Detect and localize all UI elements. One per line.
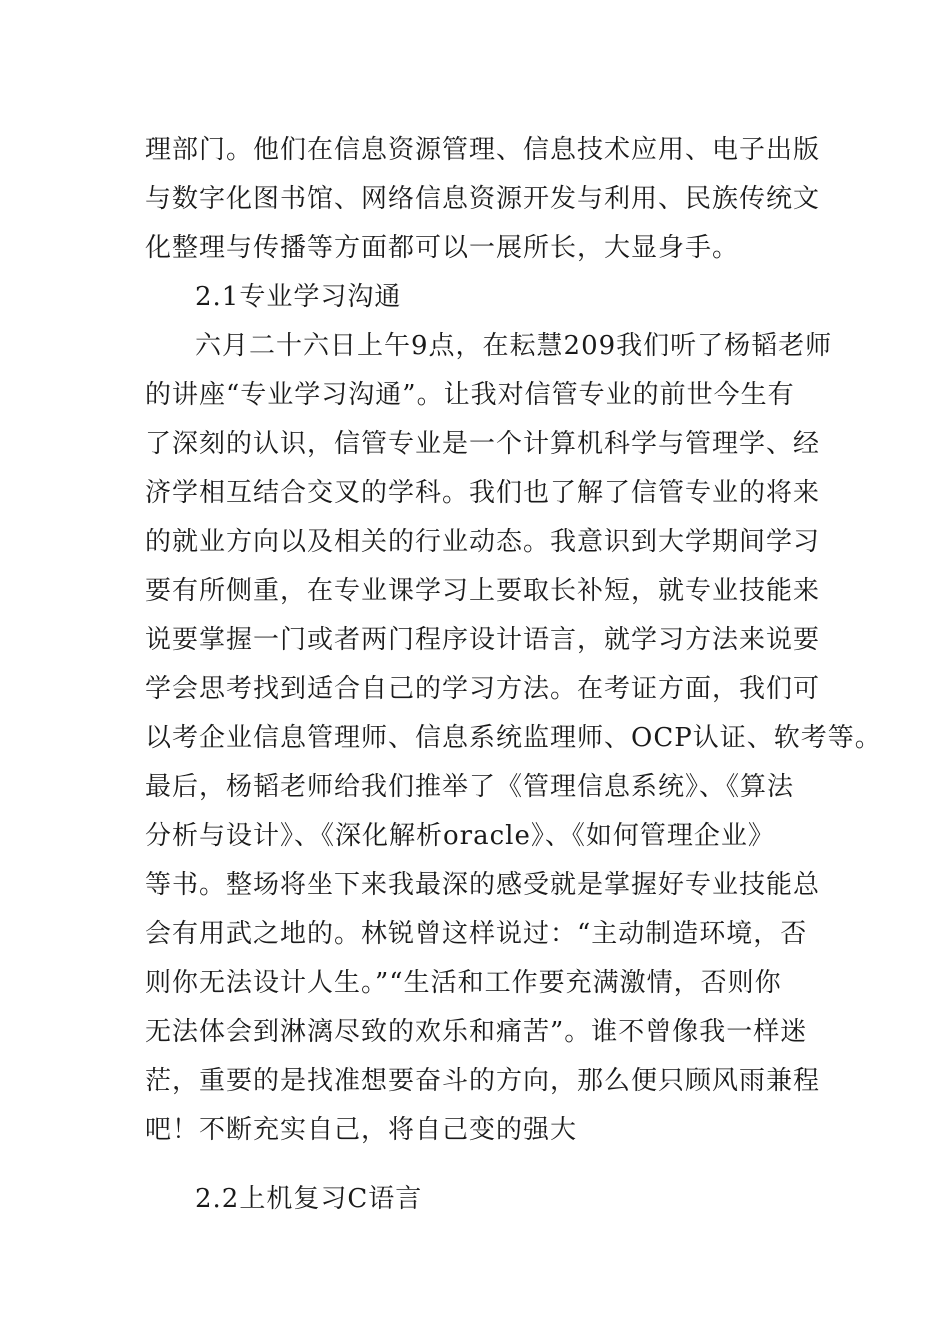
text-line: 会有用武之地的。林锐曾这样说过：“主动制造环境，否	[145, 919, 808, 949]
text-line: 了深刻的认识，信管专业是一个计算机科学与管理学、经	[145, 429, 821, 459]
text-line: 理部门。他们在信息资源管理、信息技术应用、电子出版	[145, 135, 821, 165]
text-line: 与数字化图书馆、网络信息资源开发与利用、民族传统文	[145, 184, 821, 214]
text-line: 要有所侧重，在专业课学习上要取长补短，就专业技能来	[145, 576, 821, 606]
text-line: 吧！不断充实自己，将自己变的强大	[145, 1115, 578, 1145]
text-line: 分析与设计》、《深化解析oracle》、《如何管理企业》	[145, 821, 775, 851]
text-line: 无法体会到淋漓尽致的欢乐和痛苦”。谁不曾像我一样迷	[145, 1017, 808, 1047]
intro-paragraph	[145, 126, 845, 273]
section-heading: 2.1专业学习沟通	[195, 282, 402, 312]
section-heading-2-2	[145, 1175, 845, 1224]
text-line: 以考企业信息管理师、信息系统监理师、OCP认证、软考等。	[145, 723, 882, 753]
text-line: 等书。整场将坐下来我最深的感受就是掌握好专业技能总	[145, 870, 821, 900]
text-line: 茫，重要的是找准想要奋斗的方向，那么便只顾风雨兼程	[145, 1066, 821, 1096]
section-heading-2-1	[145, 273, 845, 322]
text-line: 六月二十六日上午9点，在耘慧209我们听了杨韬老师	[195, 331, 833, 361]
text-line: 说要掌握一门或者两门程序设计语言，就学习方法来说要	[145, 625, 821, 655]
body-paragraph	[145, 322, 882, 1155]
text-line: 的讲座“专业学习沟通”。让我对信管专业的前世今生有	[145, 380, 795, 410]
text-line: 济学相互结合交叉的学科。我们也了解了信管专业的将来	[145, 478, 821, 508]
text-line: 学会思考找到适合自己的学习方法。在考证方面，我们可	[145, 674, 821, 704]
text-line: 化整理与传播等方面都可以一展所长，大显身手。	[145, 233, 740, 263]
text-line: 的就业方向以及相关的行业动态。我意识到大学期间学习	[145, 527, 821, 557]
text-line: 则你无法设计人生。”“生活和工作要充满激情，否则你	[145, 968, 782, 998]
section-heading: 2.2上机复习C语言	[195, 1184, 423, 1214]
text-line: 最后，杨韬老师给我们推举了《管理信息系统》、《算法	[145, 772, 795, 802]
